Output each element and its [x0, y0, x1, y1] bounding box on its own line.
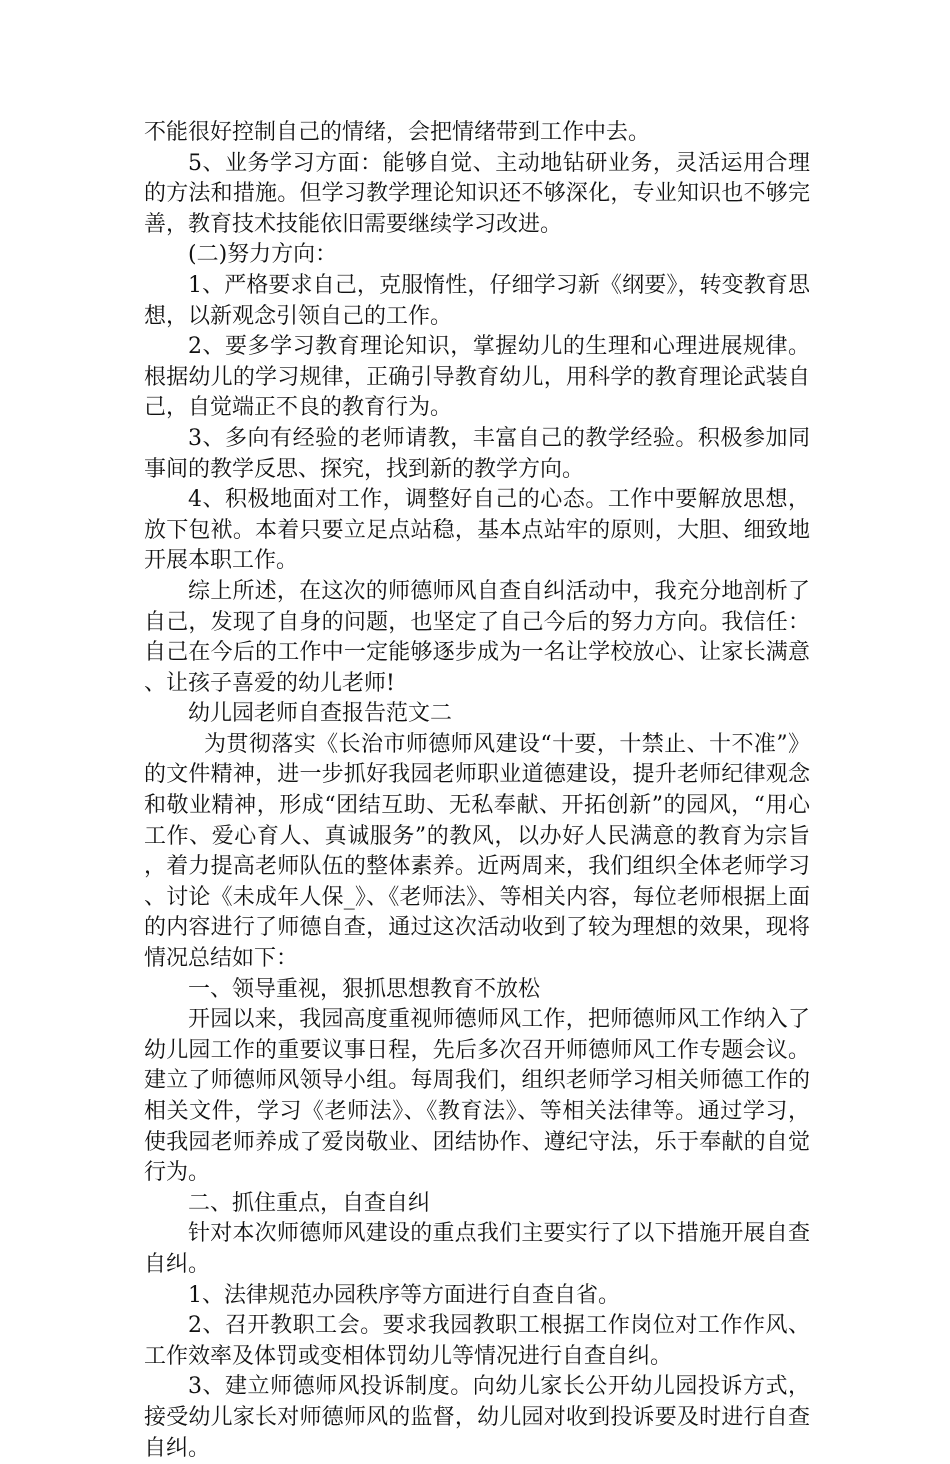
paragraph-item-5-study: 5、业务学习方面：能够自觉、主动地钻研业务，灵活运用合理的方法和措施。但学习教学理论知识还不够深化，专业知识也不够完善，教育技术技能依旧需要继续学习改进。 — [144, 150, 810, 237]
paragraph-measure-1: 1、法律规范办园秩序等方面进行自查自省。 — [188, 1282, 620, 1308]
paragraph-direction-1: 1、严格要求自己，克服惰性，仔细学习新《纲要》，转变教育思想，以新观念引领自己的工作。 — [144, 272, 810, 329]
section-heading-two: 二、抓住重点，自查自纠 — [188, 1190, 431, 1216]
paragraph-continuation: 不能很好控制自己的情绪，会把情绪带到工作中去。 — [144, 120, 651, 145]
paragraph-intro: 为贯彻落实《长治市师德师风建设“十要，十禁止、十不准”》的文件精神，进一步抓好我园老师职业道德建设，提升老师纪律观念和敬业精神，形成“团结互助、无私奉献、开拓创新”的园风，“用心工作、爱心育人、真诚服务”的教风，以办好人民满意的教育为宗旨，着力提高老师队伍的整体素养。近两周来，我们组织全体老师学习、讨论《未成年人保_》、《老师法》、等相关内容，每位老师根据上面的内容进行了师德自查，通过这次活动收到了较为理想的效果，现将情况总结如下： — [144, 731, 810, 972]
document-body — [144, 118, 810, 1464]
section-heading-direction: (二)努力方向： — [188, 242, 338, 268]
paragraph-direction-4: 4、积极地面对工作，调整好自己的心态。工作中要解放思想，放下包袱。本着只要立足点站稳，基本点站牢的原则，大胆、细致地开展本职工作。 — [144, 487, 810, 574]
paragraph-measure-2: 2、召开教职工会。要求我园教职工根据工作岗位对工作作风、工作效率及体罚或变相体罚幼儿等情况进行自查自纠。 — [144, 1313, 810, 1369]
paragraph-leadership: 开园以来，我园高度重视师德师风工作，把师德师风工作纳入了幼儿园工作的重要议事日程，先后多次召开师德师风工作专题会议。建立了师德师风领导小组。每周我们，组织老师学习相关师德工作的相关文件，学习《老师法》、《教育法》、等相关法律等。通过学习，使我园老师养成了爱岗敬业、团结协作、遵纪守法，乐于奉献的自觉行为。 — [144, 1007, 810, 1186]
section-title-sample-two: 幼儿园老师自查报告范文二 — [188, 701, 453, 727]
paragraph-direction-2: 2、要多学习教育理论知识，掌握幼儿的生理和心理进展规律。根据幼儿的学习规律，正确引导教育幼儿，用科学的教育理论武装自己，自觉端正不良的教育行为。 — [144, 334, 810, 421]
paragraph-summary: 综上所述，在这次的师德师风自查自纠活动中，我充分地剖析了自己，发现了自身的问题，也坚定了自己今后的努力方向。我信任：自己在今后的工作中一定能够逐步成为一名让学校放心、让家长满意、让孩子喜爱的幼儿老师! — [144, 578, 810, 696]
section-heading-one: 一、领导重视，狠抓思想教育不放松 — [188, 976, 541, 1002]
paragraph-direction-3: 3、多向有经验的老师请教，丰富自己的教学经验。积极参加同事间的教学反思、探究，找到新的教学方向。 — [144, 425, 810, 482]
paragraph-measure-3: 3、建立师德师风投诉制度。向幼儿家长公开幼儿园投诉方式，接受幼儿家长对师德师风的监督，幼儿园对收到投诉要及时进行自查自纠。 — [144, 1374, 810, 1461]
paragraph-measures-intro: 针对本次师德师风建设的重点我们主要实行了以下措施开展自查自纠。 — [144, 1221, 810, 1277]
